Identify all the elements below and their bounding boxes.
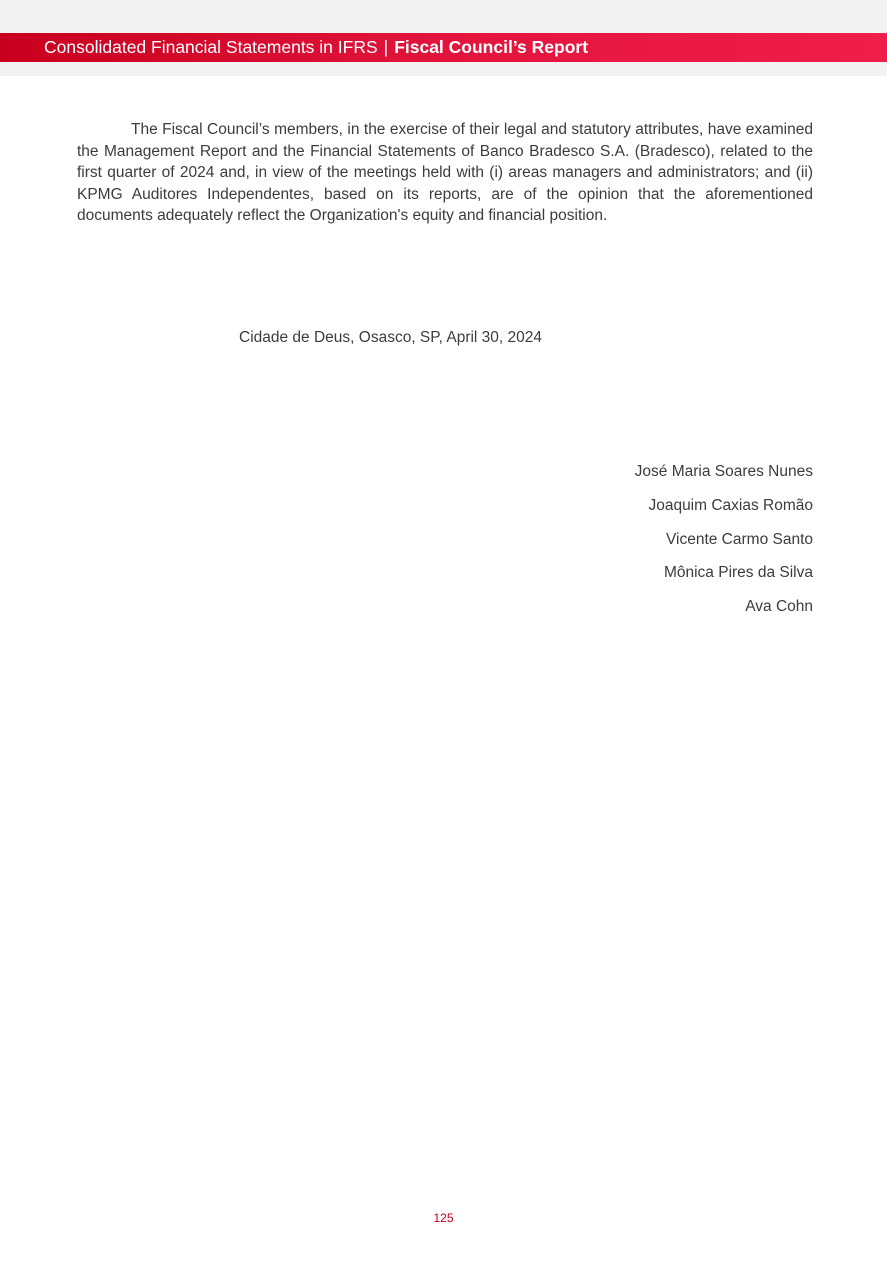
signatory-list (635, 461, 813, 630)
signatory-name: Vicente Carmo Santo (665, 530, 813, 548)
signatory-name: Joaquim Caxias Romão (648, 496, 813, 514)
header-bar (0, 33, 887, 62)
signatory-name: Mônica Pires da Silva (663, 564, 813, 582)
document-title: Consolidated Financial Statements in IFRS (44, 37, 378, 57)
signatory-name: Ava Cohn (745, 598, 813, 616)
signatory-name: José Maria Soares Nunes (634, 463, 813, 480)
section-title: Fiscal Council’s Report (394, 37, 589, 57)
page-number: 125 (433, 1211, 454, 1225)
title-separator: | (383, 37, 389, 57)
report-paragraph: The Fiscal Council’s members, in the exercise of their legal and statutory attributes, have examined the Management Report and the Financial Statements of Banco Bradesco S.A. (Bradesco), related to the first quarter of 2024 and, in view of the meetings held with (i) areas managers and administrators; and (ii) KPMG Auditores Independentes, based on its reports, are of the opinion that the aforementioned documents adequately reflect the Organization's equity and financial position. (77, 121, 813, 224)
place-and-date: Cidade de Deus, Osasco, SP, April 30, 2024 (239, 329, 543, 346)
